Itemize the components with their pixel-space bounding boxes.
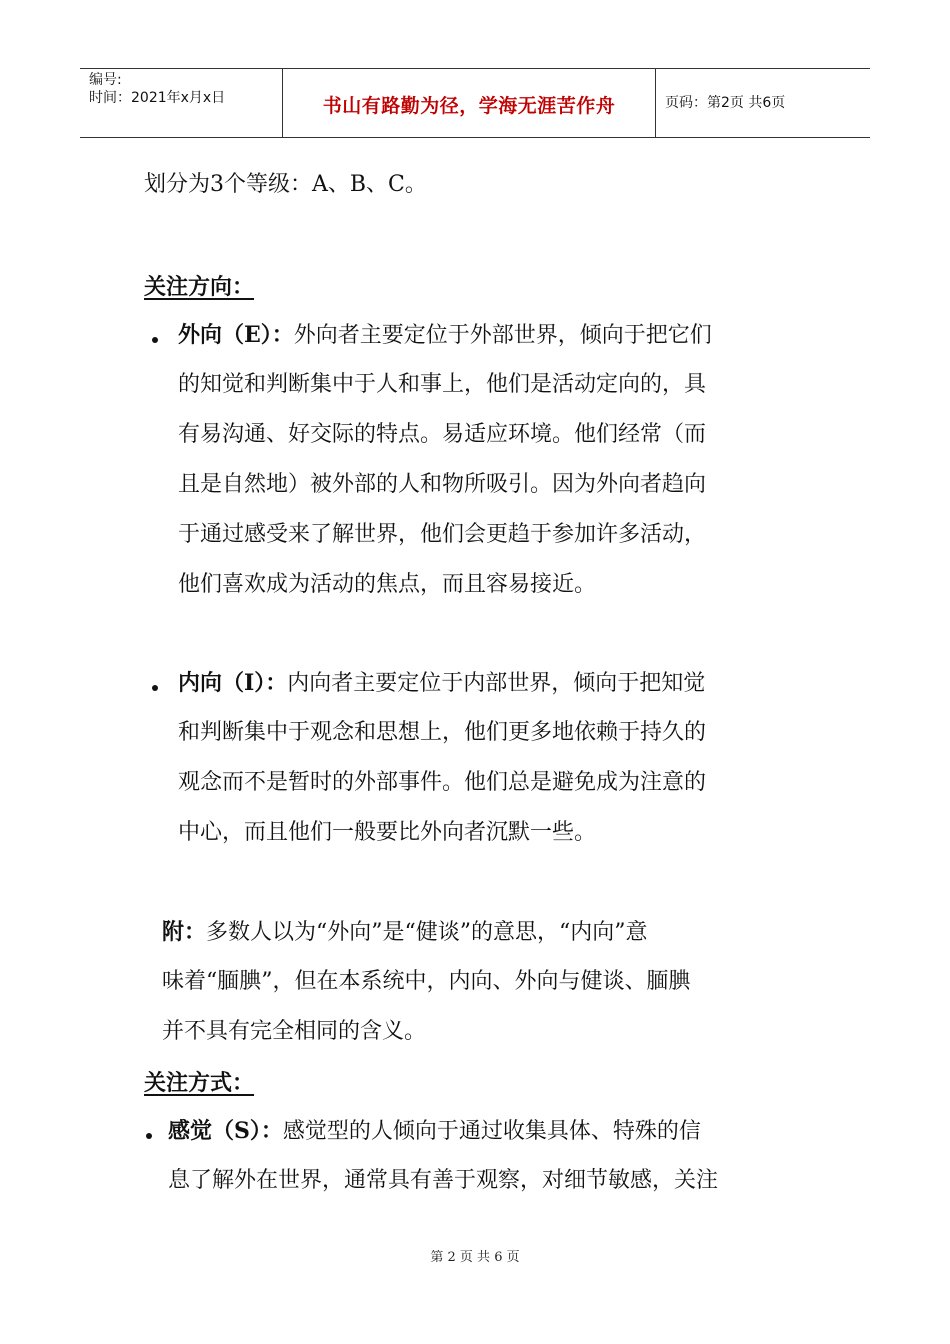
note-line: 多数人以为“外向”是“健谈”的意思，“内向”意: [206, 920, 648, 945]
extravert-first-line: [178, 310, 712, 361]
sensing-line: 息了解外在世界，通常具有善于观察，对细节敏感，关注: [168, 1168, 719, 1193]
bullet-dot: [152, 337, 158, 343]
introvert-term: 内向（I）：: [178, 670, 288, 696]
note-line: 味着“腼腆”，但在本系统中，内向、外向与健谈、腼腆: [162, 969, 691, 994]
header-motto-cell: [282, 69, 656, 137]
note-label: 附：: [162, 919, 207, 945]
introvert-line: 中心，而且他们一般要比外向者沉默一些。: [178, 820, 597, 845]
note-line: 并不具有完全相同的含义。: [162, 1019, 427, 1044]
header-meta-cell: [80, 69, 282, 137]
extravert-line: 他们喜欢成为活动的焦点，而且容易接近。: [178, 572, 597, 597]
note-first-line: [162, 907, 648, 958]
bullet-dot: [146, 1133, 152, 1139]
introvert-line: 内向者主要定位于内部世界，倾向于把知觉: [287, 671, 706, 696]
sensing-first-line: [168, 1106, 701, 1157]
extravert-line: 于通过感受来了解世界，他们会更趋于参加许多活动，: [178, 522, 707, 547]
document-number-label: 编号:: [89, 72, 122, 88]
page-footer: 第 2 页 共 6 页: [430, 1250, 520, 1265]
introvert-line: 和判断集中于观念和思想上，他们更多地依赖于持久的: [178, 720, 707, 745]
extravert-line: 且是自然地）被外部的人和物所吸引。因为外向者趋向: [178, 472, 707, 497]
sensing-line: 感觉型的人倾向于通过收集具体、特殊的信: [282, 1119, 701, 1144]
intro-line: 划分为3个等级：A、B、C。: [144, 172, 427, 197]
sensing-term: 感觉（S）：: [168, 1118, 283, 1144]
extravert-term: 外向（E）：: [178, 322, 294, 348]
section-heading-perceiving: 关注方式：: [144, 1070, 255, 1096]
header-motto: 书山有路勤为径，学海无涯苦作舟: [322, 95, 616, 117]
extravert-line: 外向者主要定位于外部世界，倾向于把它们: [293, 323, 712, 348]
bullet-dot: [152, 685, 158, 691]
extravert-line: 有易沟通、好交际的特点。易适应环境。他们经常（而: [178, 422, 707, 447]
header-page-cell: [655, 69, 870, 137]
introvert-line: 观念而不是暂时的外部事件。他们总是避免成为注意的: [178, 770, 707, 795]
document-date: 时间：2021年x月x日: [89, 90, 226, 106]
header-page-info: 页码：第2页 共6页: [665, 95, 786, 111]
introvert-first-line: [178, 658, 705, 709]
section-heading-orientation: 关注方向：: [144, 274, 255, 300]
document-header: [80, 68, 870, 138]
extravert-line: 的知觉和判断集中于人和事上，他们是活动定向的，具: [178, 372, 707, 397]
